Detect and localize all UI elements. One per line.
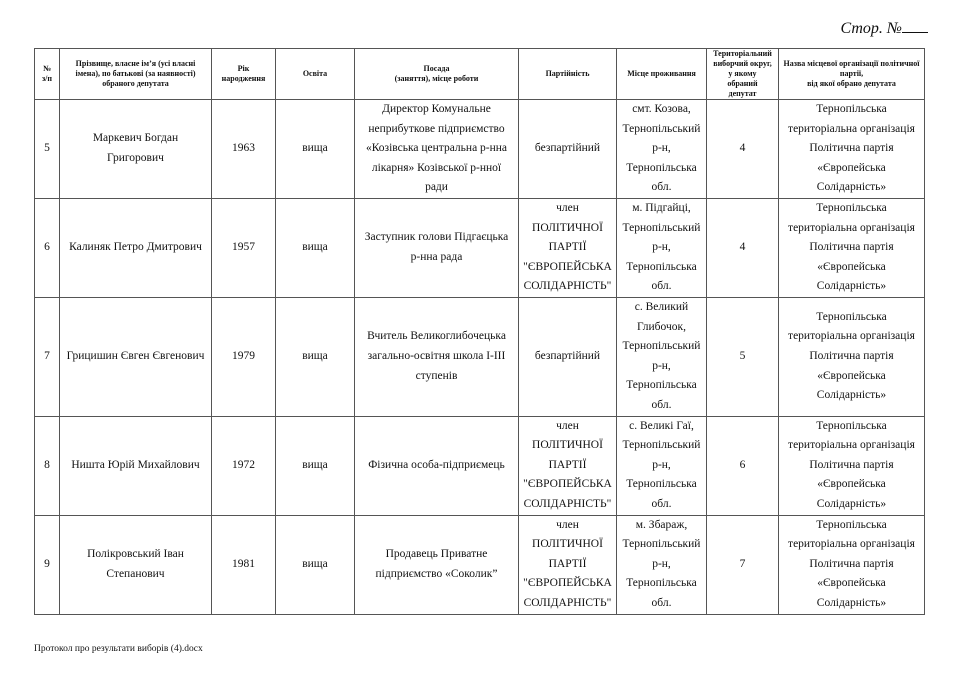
district: 4 [707,199,779,298]
table-row [35,100,925,199]
header-birth-year: Рік народження [212,49,276,100]
header-name: Прізвище, власне ім’я (усі власні імена), по батькові (за наявності) обраного депутата [60,49,212,100]
party-org: Тернопільська територіальна організація Політична партія «Європейська Солідарність» [779,298,925,417]
position: Фізична особа-підприємець [355,416,519,515]
birth-year: 1963 [212,100,276,199]
header-district: Територіальний виборчий округ, у якому обраний депутат [707,49,779,100]
document-footer: Протокол про результати виборів (4).docx [34,644,203,654]
party-org: Тернопільська територіальна організація Політична партія «Європейська Солідарність» [779,416,925,515]
education: вища [276,416,355,515]
education: вища [276,298,355,417]
residence: м. Збараж, Тернопільський р-н, Тернопільська обл. [617,515,707,614]
header-org: Назва місцевої організації політичної партії, від якої обрано депутата [779,49,925,100]
header-position: Посада (заняття), місце роботи [355,49,519,100]
birth-year: 1979 [212,298,276,417]
party-org: Тернопільська територіальна організація Політична партія «Європейська Солідарність» [779,199,925,298]
position: Продавець Приватне підприємство «Соколик” [355,515,519,614]
table-row [35,298,925,417]
header-num: № з/п [35,49,60,100]
header-residence: Місце проживання [617,49,707,100]
birth-year: 1957 [212,199,276,298]
residence: с. Великі Гаї, Тернопільський р-н, Тернопільська обл. [617,416,707,515]
position: Заступник голови Підгаєцька р-нна рада [355,199,519,298]
row-num: 6 [35,199,60,298]
header-party: Партійність [519,49,617,100]
district: 5 [707,298,779,417]
birth-year: 1972 [212,416,276,515]
table-header-row [35,49,925,100]
deputy-name: Маркевич Богдан Григорович [60,100,212,199]
district: 7 [707,515,779,614]
district: 4 [707,100,779,199]
party: член ПОЛІТИЧНОЇ ПАРТІЇ "ЄВРОПЕЙСЬКА СОЛІДАРНІСТЬ" [519,416,617,515]
row-num: 5 [35,100,60,199]
party: член ПОЛІТИЧНОЇ ПАРТІЇ "ЄВРОПЕЙСЬКА СОЛІДАРНІСТЬ" [519,199,617,298]
position: Директор Комунальне неприбуткове підприємство «Козівська центральна р-нна лікарня» Козівської р-нної ради [355,100,519,199]
residence: с. Великий Глибочок, Тернопільський р-н, Тернопільська обл. [617,298,707,417]
deputy-name: Полікровський Іван Степанович [60,515,212,614]
table-row [35,515,925,614]
birth-year: 1981 [212,515,276,614]
row-num: 7 [35,298,60,417]
party-org: Тернопільська територіальна організація Політична партія «Європейська Солідарність» [779,100,925,199]
residence: смт. Козова, Тернопільський р-н, Тернопільська обл. [617,100,707,199]
header-education: Освіта [276,49,355,100]
row-num: 8 [35,416,60,515]
education: вища [276,515,355,614]
row-num: 9 [35,515,60,614]
deputy-name: Грицишин Євген Євгенович [60,298,212,417]
party-org: Тернопільська територіальна організація Політична партія «Європейська Солідарність» [779,515,925,614]
party: безпартійний [519,100,617,199]
party: безпартійний [519,298,617,417]
deputy-name: Калиняк Петро Дмитрович [60,199,212,298]
party: член ПОЛІТИЧНОЇ ПАРТІЇ "ЄВРОПЕЙСЬКА СОЛІДАРНІСТЬ" [519,515,617,614]
table-row [35,416,925,515]
page-number-label: Стор. № [840,18,928,38]
residence: м. Підгайці, Тернопільський р-н, Тернопільська обл. [617,199,707,298]
position: Вчитель Великоглибочецька загально-освітня школа І-ІІІ ступенів [355,298,519,417]
page-number-blank [902,18,928,33]
deputies-table [34,48,925,615]
district: 6 [707,416,779,515]
table-row [35,199,925,298]
education: вища [276,199,355,298]
education: вища [276,100,355,199]
deputy-name: Ништа Юрій Михайлович [60,416,212,515]
